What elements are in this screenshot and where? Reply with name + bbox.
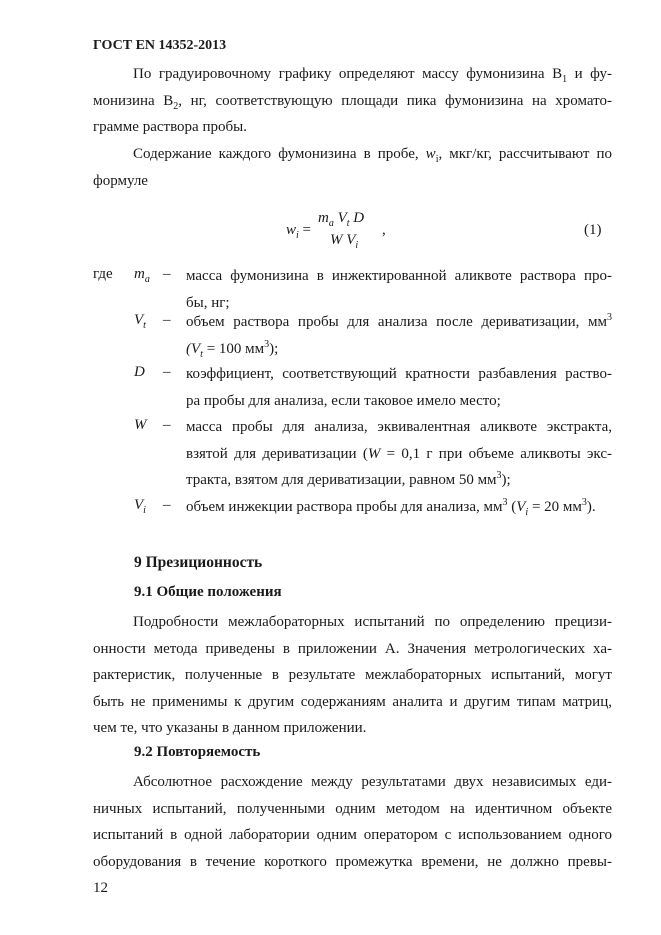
text-line: масса пробы для анализа, эквивалентная аликвоте экстракта,: [186, 419, 612, 435]
subsection-heading-9-2: 9.2 Повторяемость: [134, 744, 261, 760]
subscript: 2: [173, 100, 179, 112]
text-line: ничных испытаний, полученными одним методом на идентичном объекте: [93, 800, 612, 817]
text-line: объем раствора пробы для анализа после дериватизации, $мм^3$: [186, 312, 612, 330]
formula-number: (1): [584, 222, 602, 238]
dash: –: [163, 417, 171, 433]
text-line: [93, 61, 612, 88]
dash: –: [163, 312, 171, 328]
text-line: Подробности межлабораторных испытаний по определению прецизи-: [133, 614, 612, 630]
symbol-d: D: [134, 364, 145, 380]
text-run: монизина В: [93, 92, 174, 109]
formula-comma: ,: [382, 222, 386, 238]
dash: –: [163, 497, 171, 513]
text-line: чем те, что указаны в данном приложении.: [93, 720, 367, 736]
text-line: ра пробы для анализа, если таковое имело место;: [186, 392, 501, 409]
formula-numerator: $m_a$ $V_t$ D: [318, 210, 365, 229]
formula-1: [286, 210, 406, 256]
subsection-heading-9-1: 9.1 Общие положения: [134, 584, 282, 600]
text-line: формуле: [93, 172, 148, 189]
formula-lhs: $w_i$ =: [286, 222, 312, 241]
symbol-ma: $m_a$: [134, 266, 150, 285]
definition-w: [186, 414, 612, 494]
text-run: Содержание каждого фумонизина в пробе,: [133, 146, 426, 162]
formula-denominator: W $V_i$: [330, 232, 359, 251]
definition-vi: [186, 494, 612, 521]
variable: w: [425, 146, 436, 162]
document-code: ГОСТ EN 14352-2013: [93, 38, 227, 53]
symbol-vi: $V_i$: [134, 497, 146, 516]
text-line: [93, 88, 612, 115]
paragraph-9-1: [93, 609, 612, 742]
text-line: взятой для дериватизации (W = 0,1 г при объеме аликвоты экс-: [186, 445, 612, 462]
definition-d: [186, 361, 612, 414]
subscript: 1: [562, 74, 568, 85]
intro-paragraph-1: [93, 61, 612, 141]
text-line: испытаний в одной лаборатории одним оператором с использованием одного: [93, 827, 612, 843]
subscript: i: [435, 154, 439, 165]
text-line: грамме раствора пробы.: [93, 119, 247, 135]
text-line: ($V_t = 100$ $мм^3$);: [186, 338, 279, 360]
text-line: онности метода приведены в приложении А. Значения метрологических ха-: [93, 640, 612, 657]
text-line: оборудования в течение короткого промежутка времени, не должно превы-: [93, 853, 612, 870]
definition-vt: [186, 309, 612, 362]
page-number: 12: [93, 880, 108, 896]
symbol-w: W: [134, 417, 147, 433]
text-run: По градуировочному графику определяют массу фумонизина В: [133, 66, 563, 82]
where-label: где: [93, 266, 113, 282]
text-run: и фу-: [567, 66, 613, 82]
text-line: Абсолютное расхождение между результатами двух независимых еди-: [133, 774, 612, 790]
text-line: быть не применимы к другим содержаниям аналита и другим типам матриц,: [93, 693, 612, 710]
dash: –: [163, 364, 171, 380]
text-line: масса фумонизина в инжектированной аликвоте раствора про-: [186, 268, 612, 284]
dash: –: [163, 266, 171, 282]
symbol-vt: $V_t$: [134, 312, 146, 331]
paragraph-9-2: [93, 769, 612, 875]
text-run: , нг, соответствующую площади пика фумонизина на хромато-: [178, 92, 612, 109]
text-line: рактеристик, полученные в результате межлабораторных испытаний, могут: [93, 667, 612, 683]
intro-paragraph-2: [93, 141, 612, 194]
text-line: [93, 141, 612, 168]
text-line: коэффициент, соответствующий кратности разбавления раство-: [186, 366, 612, 382]
section-heading-9: 9 Презиционность: [134, 554, 263, 571]
text-line: бы, нг;: [186, 294, 230, 311]
text-run: , мкг/кг, рассчитывают по: [438, 146, 613, 162]
text-line: тракта, взятом для дериватизации, равном 50 $мм^3$);: [186, 470, 511, 488]
text-line: объем инжекции раствора пробы для анализа, $мм^3$ ($V_i = 20$ $мм^3$).: [186, 497, 596, 518]
